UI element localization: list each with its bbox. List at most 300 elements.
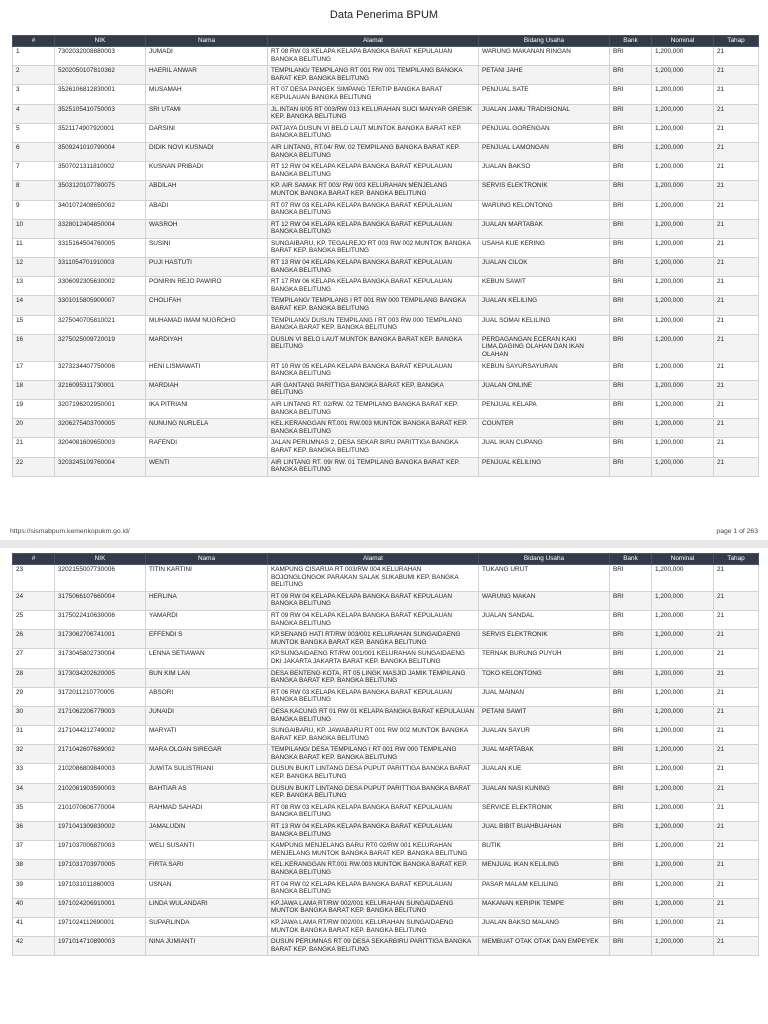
cell-row-number: 27 — [13, 649, 55, 668]
footer-url: https://sismabpum.kemenkopukm.go.id/ — [10, 528, 130, 535]
cell-nominal: 1,200,000 — [652, 123, 714, 142]
cell-nama: DIDIK NOVI KUSNADI — [146, 142, 268, 161]
cell-alamat: RT 08 RW 03 KELAPA KELAPA BANGKA BARAT KEPULAUAN BANGKA BELITUNG — [268, 47, 479, 66]
recipients-table-page-2 — [12, 553, 759, 956]
cell-alamat: AIR LINTANG RT. 09/ RW. 01 TEMPILANG BANGKA BARAT KEP. BANGKA BELITUNG — [268, 457, 479, 476]
cell-tahap: 21 — [714, 361, 759, 380]
cell-bidang-usaha: JUALAN BAKSO — [479, 162, 610, 181]
cell-nik: 3175066107660004 — [55, 591, 146, 610]
cell-bidang-usaha: MEMBUAT OTAK OTAK DAN EMPEYEK — [479, 937, 610, 956]
cell-bank: BRI — [610, 937, 652, 956]
table-row — [13, 200, 759, 219]
table-row — [13, 47, 759, 66]
cell-nominal: 1,200,000 — [652, 361, 714, 380]
cell-nominal: 1,200,000 — [652, 142, 714, 161]
cell-nik: 1971014710890003 — [55, 937, 146, 956]
cell-bank: BRI — [610, 668, 652, 687]
document-title: Data Penerima BPUM — [329, 9, 439, 21]
table-row — [13, 668, 759, 687]
cell-nominal: 1,200,000 — [652, 565, 714, 592]
cell-nominal: 1,200,000 — [652, 687, 714, 706]
cell-bank: BRI — [610, 85, 652, 104]
cell-nama: JUWITA SULISTRIANI — [146, 764, 268, 783]
cell-bank: BRI — [610, 860, 652, 879]
table-row — [13, 860, 759, 879]
cell-row-number: 6 — [13, 142, 55, 161]
cell-nominal: 1,200,000 — [652, 334, 714, 361]
cell-alamat: DUSUN BUKIT LINTANG DESA PUPUT PARITTIGA BANGKA BARAT KEP. BANGKA BELITUNG — [268, 783, 479, 802]
cell-bidang-usaha: BUTIK — [479, 841, 610, 860]
cell-tahap: 21 — [714, 296, 759, 315]
cell-nominal: 1,200,000 — [652, 879, 714, 898]
cell-alamat: KP.JAWA LAMA RT/RW 002/001 KELURAHAN SUNGAIDAENG MUNTOK BANGKA BARAT KEP. BANGKA BELITUNG — [268, 898, 479, 917]
table-row — [13, 565, 759, 592]
table-row — [13, 610, 759, 629]
table-row — [13, 315, 759, 334]
table-row — [13, 745, 759, 764]
column-header-nominal: Nominal — [652, 36, 714, 47]
cell-nik: 2171062206779003 — [55, 706, 146, 725]
table-row — [13, 238, 759, 257]
table-row — [13, 219, 759, 238]
cell-bidang-usaha: TUKANG URUT — [479, 565, 610, 592]
table-row — [13, 142, 759, 161]
cell-nominal: 1,200,000 — [652, 104, 714, 123]
table-row — [13, 399, 759, 418]
cell-alamat: DUSUN PERUMNAS RT 09 DESA SEKARBIRU PARITTIGA BANGKA BARAT KEP. BANGKA BELITUNG — [268, 937, 479, 956]
cell-bidang-usaha: SERVIS ELEKTRONIK — [479, 630, 610, 649]
cell-nominal: 1,200,000 — [652, 200, 714, 219]
column-header-nik: NIK — [55, 554, 146, 565]
cell-alamat: TEMPILANG/ TEMPILANG I RT 001 RW 000 TEMPILANG BANGKA BARAT KEP. BANGKA BELITUNG — [268, 296, 479, 315]
cell-nominal: 1,200,000 — [652, 438, 714, 457]
cell-bidang-usaha: PASAR MALAM KELILING — [479, 879, 610, 898]
cell-nominal: 1,200,000 — [652, 783, 714, 802]
column-header-nominal: Nominal — [652, 554, 714, 565]
cell-nominal: 1,200,000 — [652, 47, 714, 66]
cell-alamat: RT 07 DESA PANGEK SIMPANG TERITIP BANGKA BARAT KEPULAUAN BANGKA BELITUNG — [268, 85, 479, 104]
cell-nominal: 1,200,000 — [652, 841, 714, 860]
cell-nik: 3525105410750003 — [55, 104, 146, 123]
cell-alamat: RT 17 RW 06 KELAPA KELAPA BANGKA BARAT KEPULAUAN BANGKA BELITUNG — [268, 277, 479, 296]
cell-nominal: 1,200,000 — [652, 181, 714, 200]
cell-bank: BRI — [610, 181, 652, 200]
cell-nama: DARSINI — [146, 123, 268, 142]
cell-nama: ABDILAH — [146, 181, 268, 200]
cell-bidang-usaha: JUAL BIBIT BUAHBUAHAN — [479, 822, 610, 841]
cell-nama: YAMARDI — [146, 610, 268, 629]
table-row — [13, 898, 759, 917]
cell-nominal: 1,200,000 — [652, 898, 714, 917]
cell-nominal: 1,200,000 — [652, 296, 714, 315]
column-header-nik: NIK — [55, 36, 146, 47]
cell-alamat: RT 10 RW 05 KELAPA KELAPA BANGKA BARAT KEPULAUAN BANGKA BELITUNG — [268, 361, 479, 380]
cell-bank: BRI — [610, 745, 652, 764]
cell-nominal: 1,200,000 — [652, 315, 714, 334]
column-header-bidang-usaha: Bidang Usaha — [479, 554, 610, 565]
table-row — [13, 334, 759, 361]
cell-row-number: 13 — [13, 277, 55, 296]
cell-row-number: 26 — [13, 630, 55, 649]
cell-row-number: 10 — [13, 219, 55, 238]
cell-bank: BRI — [610, 334, 652, 361]
cell-tahap: 21 — [714, 783, 759, 802]
cell-row-number: 33 — [13, 764, 55, 783]
cell-bidang-usaha: JUAL MARTABAK — [479, 745, 610, 764]
cell-bidang-usaha: JUALAN ONLINE — [479, 380, 610, 399]
cell-nik: 1971024112690001 — [55, 917, 146, 936]
footer-page-number: page 1 of 263 — [716, 528, 758, 535]
cell-tahap: 21 — [714, 565, 759, 592]
table-row — [13, 841, 759, 860]
cell-bank: BRI — [610, 457, 652, 476]
column-header-bidang-usaha: Bidang Usaha — [479, 36, 610, 47]
cell-bidang-usaha: WARUNG MAKANAN RINGAN — [479, 47, 610, 66]
cell-nama: NINA JUMIANTI — [146, 937, 268, 956]
cell-bank: BRI — [610, 706, 652, 725]
cell-nominal: 1,200,000 — [652, 419, 714, 438]
cell-bank: BRI — [610, 315, 652, 334]
cell-nama: ABADI — [146, 200, 268, 219]
cell-bank: BRI — [610, 219, 652, 238]
cell-row-number: 16 — [13, 334, 55, 361]
cell-tahap: 21 — [714, 802, 759, 821]
cell-nama: MUHAMAD IMAM NUGROHO — [146, 315, 268, 334]
cell-bank: BRI — [610, 66, 652, 85]
cell-nama: IKA PITRIANI — [146, 399, 268, 418]
cell-nik: 2171044212749002 — [55, 726, 146, 745]
cell-nik: 3175022410630006 — [55, 610, 146, 629]
cell-nik: 3173062706741001 — [55, 630, 146, 649]
cell-bidang-usaha: SERVIS ELEKTRONIK — [479, 181, 610, 200]
cell-nik: 3301015805900007 — [55, 296, 146, 315]
cell-alamat: RT 04 RW 02 KELAPA KELAPA BANGKA BARAT KEPULAUAN BANGKA BELITUNG — [268, 879, 479, 898]
cell-nik: 3306092305630002 — [55, 277, 146, 296]
cell-nominal: 1,200,000 — [652, 860, 714, 879]
cell-nominal: 1,200,000 — [652, 399, 714, 418]
table-row — [13, 783, 759, 802]
cell-alamat: RT 12 RW 04 KELAPA KELAPA BANGKA BARAT KEPULAUAN BANGKA BELITUNG — [268, 162, 479, 181]
cell-nama: SUPARLINDA — [146, 917, 268, 936]
cell-alamat: RT 09 RW 04 KELAPA KELAPA BANGKA BARAT KEPULAUAN BANGKA BELITUNG — [268, 591, 479, 610]
cell-alamat: TEMPILANG/ DUSUN TEMPILANG I RT 003 RW 000 TEMPILANG BANGKA BARAT KEP. BANGKA BELITUNG — [268, 315, 479, 334]
table-row — [13, 726, 759, 745]
cell-tahap: 21 — [714, 879, 759, 898]
cell-bank: BRI — [610, 361, 652, 380]
cell-nominal: 1,200,000 — [652, 238, 714, 257]
cell-row-number: 39 — [13, 879, 55, 898]
cell-row-number: 32 — [13, 745, 55, 764]
cell-tahap: 21 — [714, 822, 759, 841]
cell-nominal: 1,200,000 — [652, 85, 714, 104]
cell-alamat: KAMPUNG CISARUA RT 003/RW 004 KELURAHAN BOJONGLONGOK PARAKAN SALAK SUKABUMI KEP. BANGKA BELITUNG — [268, 565, 479, 592]
table-row — [13, 822, 759, 841]
cell-bidang-usaha: PENJUAL SATE — [479, 85, 610, 104]
cell-alamat: KEL.KERANGGAN RT.001 RW.003 MUNTOK BANGKA BARAT KEP. BANGKA BELITUNG — [268, 860, 479, 879]
cell-bidang-usaha: USAHA KUE KERING — [479, 238, 610, 257]
table-header-row — [13, 36, 759, 47]
cell-nik: 3401072408650002 — [55, 200, 146, 219]
cell-tahap: 21 — [714, 85, 759, 104]
cell-bidang-usaha: KEBUN SAYURSAYURAN — [479, 361, 610, 380]
cell-bank: BRI — [610, 630, 652, 649]
table-row — [13, 380, 759, 399]
cell-row-number: 19 — [13, 399, 55, 418]
cell-row-number: 8 — [13, 181, 55, 200]
table-row — [13, 649, 759, 668]
cell-nominal: 1,200,000 — [652, 706, 714, 725]
cell-nik: 3204081609650003 — [55, 438, 146, 457]
cell-bank: BRI — [610, 591, 652, 610]
cell-tahap: 21 — [714, 841, 759, 860]
cell-nama: RAHMAD SAHADI — [146, 802, 268, 821]
cell-nama: MARYATI — [146, 726, 268, 745]
cell-row-number: 4 — [13, 104, 55, 123]
cell-bidang-usaha: JUALAN SAYUR — [479, 726, 610, 745]
cell-alamat: AIR LINTANG, RT.04/ RW. 02 TEMPILANG BANGKA BARAT KEP. BANGKA BELITUNG — [268, 142, 479, 161]
cell-tahap: 21 — [714, 399, 759, 418]
cell-bank: BRI — [610, 898, 652, 917]
cell-nik: 3503120107780075 — [55, 181, 146, 200]
cell-alamat: PATJAYA DUSUN VI BELO LAUT MUNTOK BANGKA BARAT KEP. BANGKA BELITUNG — [268, 123, 479, 142]
table-row — [13, 937, 759, 956]
cell-nik: 1971041309830002 — [55, 822, 146, 841]
cell-nama: JUMADI — [146, 47, 268, 66]
cell-nominal: 1,200,000 — [652, 630, 714, 649]
cell-tahap: 21 — [714, 104, 759, 123]
cell-alamat: AIR LINTANG RT. 02/RW. 02 TEMPILANG BANGKA BARAT KEP. BANGKA BELITUNG — [268, 399, 479, 418]
table-row — [13, 457, 759, 476]
cell-bidang-usaha: TOKO KELONTONG — [479, 668, 610, 687]
column-header-nama: Nama — [146, 554, 268, 565]
document-page-2 — [0, 548, 768, 1024]
cell-nama: WELI SUSANTI — [146, 841, 268, 860]
column-header-bank: Bank — [610, 554, 652, 565]
cell-row-number: 30 — [13, 706, 55, 725]
table-row — [13, 104, 759, 123]
table-row — [13, 85, 759, 104]
cell-bidang-usaha: TERNAK BURUNG PUYUH — [479, 649, 610, 668]
cell-row-number: 3 — [13, 85, 55, 104]
column-header-row-number: # — [13, 554, 55, 565]
cell-nama: SUSINI — [146, 238, 268, 257]
cell-row-number: 11 — [13, 238, 55, 257]
cell-nik: 3173034202620005 — [55, 668, 146, 687]
cell-bidang-usaha: PERDAGANGAN ECERAN KAKI LIMA,DAGING OLAHAN DAN IKAN OLAHAN — [479, 334, 610, 361]
cell-nominal: 1,200,000 — [652, 591, 714, 610]
cell-row-number: 2 — [13, 66, 55, 85]
cell-alamat: DESA BENTENG KOTA, RT 05 LINGK MASJID JAMIK TEMPILANG BANGKA BARAT KEP. BANGKA BELITUNG — [268, 668, 479, 687]
cell-nama: JUNAIDI — [146, 706, 268, 725]
cell-alamat: TEMPILANG/ TEMPILANG RT 001 RW 001 TEMPILANG BANGKA BARAT KEP. BANGKA BELITUNG — [268, 66, 479, 85]
cell-alamat: RT 07 RW 03 KELAPA KELAPA BANGKA BARAT KEPULAUAN BANGKA BELITUNG — [268, 200, 479, 219]
cell-alamat: RT 12 RW 04 KELAPA KELAPA BANGKA BARAT KEPULAUAN BANGKA BELITUNG — [268, 219, 479, 238]
cell-tahap: 21 — [714, 142, 759, 161]
cell-nama: BUN KIM LAN — [146, 668, 268, 687]
cell-tahap: 21 — [714, 315, 759, 334]
cell-nama: USNAN — [146, 879, 268, 898]
cell-bidang-usaha: JUALAN SANDAL — [479, 610, 610, 629]
cell-tahap: 21 — [714, 668, 759, 687]
cell-alamat: JALAN PERUMNAS 2, DESA SEKAR BIRU PARITTIGA BANGKA BARAT KEP. BANGKA BELITUNG — [268, 438, 479, 457]
cell-nominal: 1,200,000 — [652, 917, 714, 936]
cell-nominal: 1,200,000 — [652, 380, 714, 399]
cell-nik: 3328012404850004 — [55, 219, 146, 238]
table-row — [13, 438, 759, 457]
table-row — [13, 181, 759, 200]
table-row — [13, 361, 759, 380]
cell-bank: BRI — [610, 104, 652, 123]
cell-tahap: 21 — [714, 419, 759, 438]
cell-alamat: DUSUN BUKIT LINTANG DESA PUPUT PARITTIGA BANGKA BARAT KEP. BANGKA BELITUNG — [268, 764, 479, 783]
cell-nama: MARA OLOAN SIREGAR — [146, 745, 268, 764]
cell-nama: CHOLIFAH — [146, 296, 268, 315]
cell-nominal: 1,200,000 — [652, 668, 714, 687]
cell-nominal: 1,200,000 — [652, 258, 714, 277]
cell-nik: 3275025009720019 — [55, 334, 146, 361]
cell-bidang-usaha: MAKANAN KERIPIK TEMPE — [479, 898, 610, 917]
cell-nominal: 1,200,000 — [652, 745, 714, 764]
cell-tahap: 21 — [714, 937, 759, 956]
cell-bidang-usaha: JUALAN KUE — [479, 764, 610, 783]
cell-alamat: KP. AIR SAMAK RT 003/ RW 003 KELURAHAN MENJELANG MUNTOK BANGKA BARAT KEP. BANGKA BELITUNG — [268, 181, 479, 200]
cell-row-number: 29 — [13, 687, 55, 706]
cell-bidang-usaha: JUAL SOMAI KELILING — [479, 315, 610, 334]
table-row — [13, 764, 759, 783]
column-header-alamat: Alamat — [268, 554, 479, 565]
cell-nama: RAFENDI — [146, 438, 268, 457]
cell-row-number: 28 — [13, 668, 55, 687]
cell-nominal: 1,200,000 — [652, 764, 714, 783]
table-body — [13, 565, 759, 956]
cell-nama: MUSAMAH — [146, 85, 268, 104]
cell-alamat: KP.JAWA LAMA RT/RW 002/001 KELURAHAN SUNGAIDAENG MUNTOK BANGKA BARAT KEP. BANGKA BELITUNG — [268, 917, 479, 936]
cell-tahap: 21 — [714, 745, 759, 764]
cell-bank: BRI — [610, 917, 652, 936]
cell-nominal: 1,200,000 — [652, 219, 714, 238]
cell-bank: BRI — [610, 238, 652, 257]
cell-row-number: 23 — [13, 565, 55, 592]
cell-bank: BRI — [610, 649, 652, 668]
cell-nik: 2102081903590003 — [55, 783, 146, 802]
cell-tahap: 21 — [714, 219, 759, 238]
cell-tahap: 21 — [714, 591, 759, 610]
cell-nik: 7302032008880003 — [55, 47, 146, 66]
cell-nominal: 1,200,000 — [652, 277, 714, 296]
cell-tahap: 21 — [714, 181, 759, 200]
cell-bank: BRI — [610, 802, 652, 821]
cell-nik: 3273234407750006 — [55, 361, 146, 380]
cell-nik: 1971031703970005 — [55, 860, 146, 879]
cell-nominal: 1,200,000 — [652, 802, 714, 821]
cell-bank: BRI — [610, 438, 652, 457]
cell-tahap: 21 — [714, 630, 759, 649]
table-row — [13, 66, 759, 85]
cell-bank: BRI — [610, 47, 652, 66]
cell-row-number: 22 — [13, 457, 55, 476]
cell-row-number: 1 — [13, 47, 55, 66]
cell-nominal: 1,200,000 — [652, 162, 714, 181]
cell-nik: 3521174907920001 — [55, 123, 146, 142]
cell-alamat: DESA KACUNG RT 01 RW 01 KELAPA BANGKA BARAT KEPULAUAN BANGKA BELITUNG — [268, 706, 479, 725]
cell-nama: MARDIYAH — [146, 334, 268, 361]
cell-row-number: 15 — [13, 315, 55, 334]
cell-nama: NUNUNG NURLELA — [146, 419, 268, 438]
cell-nama: FIRTA SARI — [146, 860, 268, 879]
cell-nama: HERLINA — [146, 591, 268, 610]
cell-row-number: 40 — [13, 898, 55, 917]
cell-nik: 3275040705810021 — [55, 315, 146, 334]
cell-tahap: 21 — [714, 610, 759, 629]
cell-bidang-usaha: PENJUAL KELILING — [479, 457, 610, 476]
cell-nominal: 1,200,000 — [652, 649, 714, 668]
cell-bidang-usaha: MENJUAL IKAN KELILING — [479, 860, 610, 879]
cell-nik: 3172011210770005 — [55, 687, 146, 706]
cell-nik: 2101070606770004 — [55, 802, 146, 821]
column-header-row-number: # — [13, 36, 55, 47]
cell-nama: HAERIL ANWAR — [146, 66, 268, 85]
table-row — [13, 917, 759, 936]
cell-nama: MARDIAH — [146, 380, 268, 399]
cell-nik: 3315164504760005 — [55, 238, 146, 257]
cell-nik: 5202050107810362 — [55, 66, 146, 85]
cell-bank: BRI — [610, 783, 652, 802]
cell-alamat: KP.SENANG HATI RT/RW 003/001 KELURAHAN SUNGAIDAENG MUNTOK BANGKA BARAT KEP. BANGKA BELITUNG — [268, 630, 479, 649]
cell-alamat: SUNGAIBARU, KP. TEGALREJO RT 003 RW 002 MUNTOK BANGKA BARAT KEP. BANGKA BELITUNG — [268, 238, 479, 257]
table-row — [13, 706, 759, 725]
cell-nik: 3507021311810002 — [55, 162, 146, 181]
cell-nik: 3526106812830001 — [55, 85, 146, 104]
cell-nik: 2102086809840003 — [55, 764, 146, 783]
cell-tahap: 21 — [714, 457, 759, 476]
cell-tahap: 21 — [714, 917, 759, 936]
cell-nik: 3216095311730001 — [55, 380, 146, 399]
cell-tahap: 21 — [714, 200, 759, 219]
cell-bank: BRI — [610, 380, 652, 399]
cell-nominal: 1,200,000 — [652, 937, 714, 956]
cell-nama: LINDA WULANDARI — [146, 898, 268, 917]
cell-bank: BRI — [610, 687, 652, 706]
cell-nik: 3311054701910003 — [55, 258, 146, 277]
cell-nama: PONIRIN REJO PAWIRO — [146, 277, 268, 296]
table-row — [13, 879, 759, 898]
cell-bank: BRI — [610, 565, 652, 592]
table-row — [13, 802, 759, 821]
cell-tahap: 21 — [714, 438, 759, 457]
cell-alamat: TEMPILANG/ DESA TEMPILANG I RT 001 RW 000 TEMPILANG BANGKA BARAT KEP. BANGKA BELITUNG — [268, 745, 479, 764]
cell-bank: BRI — [610, 162, 652, 181]
cell-tahap: 21 — [714, 649, 759, 668]
table-body — [13, 47, 759, 477]
cell-bidang-usaha: JUALAN MARTABAK — [479, 219, 610, 238]
cell-nama: TITIN KARTINI — [146, 565, 268, 592]
table-header-row — [13, 554, 759, 565]
cell-row-number: 36 — [13, 822, 55, 841]
cell-bidang-usaha: PENJUAL LAMONGAN — [479, 142, 610, 161]
cell-nik: 3202155007730006 — [55, 565, 146, 592]
cell-bidang-usaha: COUNTER — [479, 419, 610, 438]
column-header-alamat: Alamat — [268, 36, 479, 47]
cell-bidang-usaha: KEBUN SAWIT — [479, 277, 610, 296]
cell-tahap: 21 — [714, 162, 759, 181]
cell-bidang-usaha: PENJUAL GORENGAN — [479, 123, 610, 142]
cell-bidang-usaha: JUAL IKAN CUPANG — [479, 438, 610, 457]
cell-row-number: 9 — [13, 200, 55, 219]
cell-row-number: 34 — [13, 783, 55, 802]
cell-bank: BRI — [610, 123, 652, 142]
cell-tahap: 21 — [714, 334, 759, 361]
cell-tahap: 21 — [714, 687, 759, 706]
